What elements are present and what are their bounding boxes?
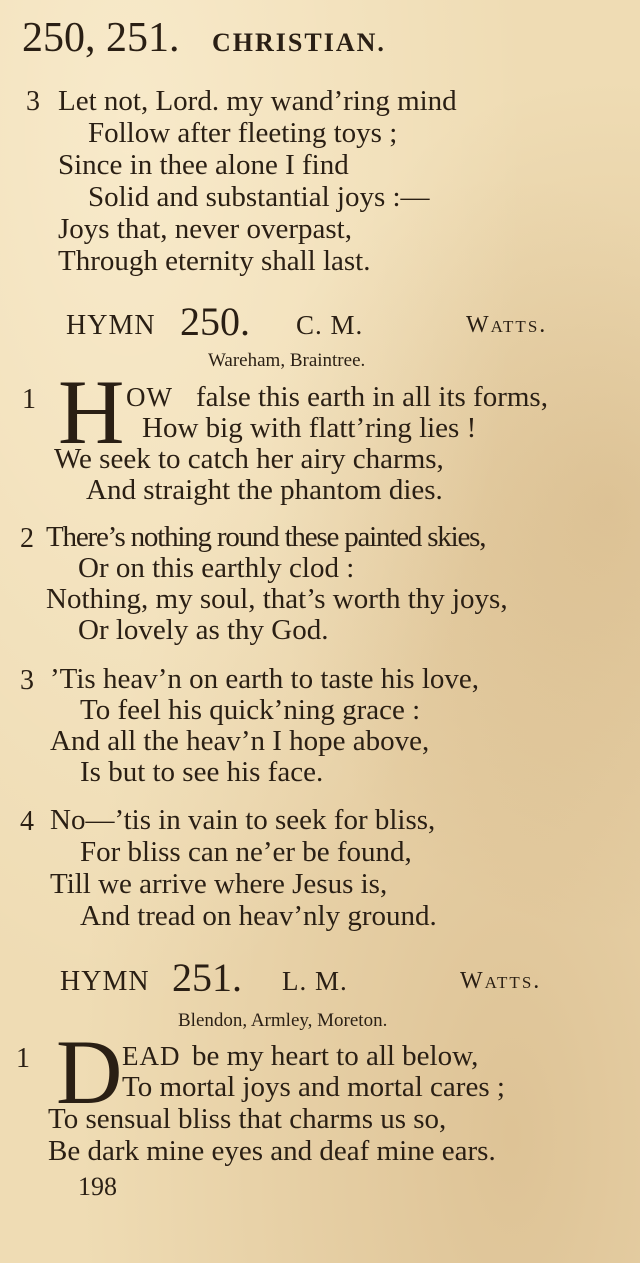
verse-line: Nothing, my soul, that’s worth thy joys,	[46, 583, 508, 615]
verse-number: 3	[20, 665, 34, 696]
verse-line: false this earth in all its forms,	[196, 381, 548, 413]
hymn-number: 251.	[172, 955, 242, 1000]
verse-number: 2	[20, 523, 34, 554]
drop-cap: H	[58, 361, 125, 463]
hymn-meter: C. M.	[296, 310, 364, 340]
verse-line: Since in thee alone I find	[58, 149, 349, 181]
drop-cap: D	[56, 1021, 123, 1123]
hymn-tunes: Blendon, Armley, Moreton.	[178, 1010, 388, 1031]
verse-line: be my heart to all below,	[192, 1040, 479, 1072]
hymn-tunes: Wareham, Braintree.	[208, 350, 366, 371]
verse-line: To feel his quick’ning grace :	[80, 694, 421, 726]
header-hymn-numbers: 250, 251.	[22, 15, 180, 61]
verse-line: Let not, Lord. my wand’ring mind	[58, 85, 457, 117]
verse-line: Through eternity shall last.	[58, 245, 371, 277]
verse-number: 4	[20, 806, 34, 837]
verse-line: And tread on heav’nly ground.	[80, 900, 437, 932]
hymn-number: 250.	[180, 299, 250, 344]
drop-cap-continuation: EAD	[122, 1041, 181, 1071]
verse-line: Joys that, never overpast,	[58, 213, 352, 245]
verse-line: Is but to see his face.	[80, 756, 324, 788]
hymn-author: Watts.	[460, 968, 542, 994]
drop-cap-continuation: OW	[126, 382, 173, 412]
verse-number: 3	[26, 86, 40, 117]
hymn-label: HYMN	[60, 966, 150, 997]
hymn-meter: L. M.	[282, 966, 348, 996]
verse-number: 1	[22, 384, 36, 415]
verse-line: Be dark mine eyes and deaf mine ears.	[48, 1135, 496, 1167]
verse-number: 1	[16, 1043, 30, 1074]
hymn-label: HYMN	[66, 310, 156, 341]
verse-line: There’s nothing round these painted skies,	[46, 521, 486, 553]
verse-line: We seek to catch her airy charms,	[54, 443, 444, 475]
verse-line: Solid and substantial joys :—	[88, 181, 430, 213]
verse-line: Till we arrive where Jesus is,	[50, 868, 388, 900]
verse-line: ’Tis heav’n on earth to taste his love,	[50, 663, 480, 695]
verse-line: How big with flatt’ring lies !	[142, 412, 477, 444]
verse-line: No—’tis in vain to seek for bliss,	[50, 804, 436, 836]
hymn-author: Watts.	[466, 312, 548, 338]
verse-line: And straight the phantom dies.	[86, 474, 443, 506]
verse-line: To sensual bliss that charms us so,	[48, 1103, 447, 1135]
verse-line: Follow after fleeting toys ;	[88, 117, 398, 149]
page-number: 198	[78, 1172, 117, 1201]
verse-line: Or on this earthly clod :	[78, 552, 355, 584]
verse-line: And all the heav’n I hope above,	[50, 725, 430, 757]
verse-line: For bliss can ne’er be found,	[80, 836, 412, 868]
verse-line: Or lovely as thy God.	[78, 614, 329, 646]
header-section-title: CHRISTIAN.	[212, 28, 386, 57]
verse-line: To mortal joys and mortal cares ;	[122, 1071, 505, 1103]
